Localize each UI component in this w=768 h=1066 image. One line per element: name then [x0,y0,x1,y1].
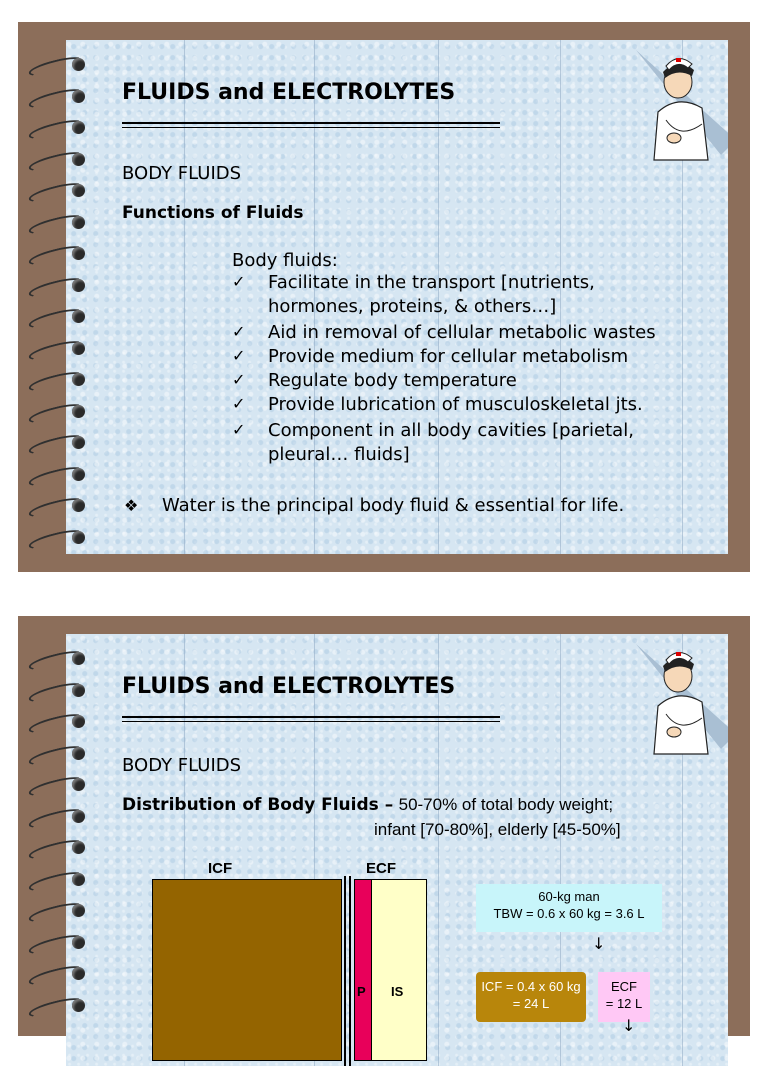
man-box-line2: TBW = 0.6 x 60 kg = 3.6 L [493,906,645,921]
spiral-ring [26,271,92,303]
check-icon: ✓ [232,370,246,389]
interstitial-block [371,879,427,1061]
spiral-ring [26,176,92,208]
spiral-ring [26,239,92,271]
membrane-line-2 [349,876,351,1066]
spiral-hole [72,841,85,854]
plasma-label: P [357,984,366,999]
check-item: Facilitate in the transport [nutrients, [268,272,595,293]
icf-label: ICF [208,860,233,877]
notebook-page [66,40,728,554]
spiral-hole [72,684,85,697]
nurse-illustration-icon [636,644,728,764]
icf-calc-line2: = 24 L [512,996,550,1011]
icf-calc-line1: ICF = 0.4 x 60 kg [481,979,581,994]
distribution-heading [122,795,613,815]
icf-calc-box [476,972,586,1022]
plasma-block [354,879,372,1061]
check-icon: ✓ [232,420,246,439]
spiral-hole [72,342,85,355]
spiral-hole [72,405,85,418]
spiral-hole [72,310,85,323]
spiral-ring [26,460,92,492]
spiral-hole [72,967,85,980]
check-icon: ✓ [232,272,246,291]
spiral-hole [72,468,85,481]
title-rule-thin [122,127,500,128]
check-item: pleural… fluids] [268,444,410,465]
distribution-line2: infant [70-80%], elderly [45-50%] [374,820,621,839]
ecf-calc-line1: ECF [611,979,637,994]
spiral-binding [26,644,92,1022]
spiral-hole [72,778,85,791]
spiral-hole [72,904,85,917]
spiral-ring [26,770,92,802]
spiral-ring [26,491,92,523]
spiral-hole [72,436,85,449]
check-item: Provide medium for cellular metabolism [268,346,629,367]
spiral-hole [72,121,85,134]
subsection-heading: Functions of Fluids [122,203,304,223]
icf-block [152,879,342,1061]
title-rule [122,122,500,124]
notebook-page [66,634,728,1066]
spiral-hole [72,873,85,886]
spiral-ring [26,959,92,991]
spiral-ring [26,896,92,928]
ecf-calc-line2: = 12 L [605,996,643,1011]
bullet-label: Body fluids: [232,250,338,271]
section-heading: BODY FLUIDS [122,163,242,184]
spiral-hole [72,810,85,823]
spiral-ring [26,865,92,897]
spiral-ring [26,334,92,366]
membrane-line [344,876,346,1066]
check-icon: ✓ [232,322,246,341]
check-item: Regulate body temperature [268,370,517,391]
spiral-hole [72,373,85,386]
check-item: Component in all body cavities [parietal, [268,420,634,441]
spiral-ring [26,928,92,960]
spiral-hole [72,279,85,292]
spiral-ring [26,113,92,145]
spiral-ring [26,82,92,114]
spiral-ring [26,365,92,397]
check-item: Provide lubrication of musculoskeletal jts. [268,394,643,415]
title-rule [122,716,500,718]
spiral-hole [72,999,85,1012]
spiral-hole [72,247,85,260]
man-box-line1: 60-kg man [538,889,600,904]
spiral-ring [26,802,92,834]
check-icon: ✓ [232,346,246,365]
arrow-down-icon: ↓ [592,934,606,953]
man-box [476,884,662,932]
section-heading: BODY FLUIDS [122,755,242,776]
spiral-hole [72,90,85,103]
slide-2 [18,616,750,1036]
slide-1 [18,22,750,572]
spiral-hole [72,652,85,665]
slide-title: FLUIDS and ELECTROLYTES [122,80,456,105]
spiral-hole [72,715,85,728]
diamond-bullet-icon: ❖ [124,496,139,515]
spiral-ring [26,676,92,708]
ecf-calc-box [598,972,650,1022]
slide-title: FLUIDS and ELECTROLYTES [122,674,456,699]
spiral-ring [26,208,92,240]
distribution-heading-bold: Distribution of Body Fluids – [122,795,394,815]
spiral-ring [26,833,92,865]
title-rule-thin [122,721,500,722]
spiral-hole [72,153,85,166]
check-item: hormones, proteins, & others…] [268,296,557,317]
arrow-down-icon-2: ↓ [622,1016,636,1035]
footer-statement: Water is the principal body fluid & essential for life. [162,495,625,516]
interstitial-label: IS [391,984,404,999]
spiral-hole [72,747,85,760]
spiral-ring [26,739,92,771]
spiral-ring [26,302,92,334]
nurse-illustration-icon [636,50,728,170]
distribution-heading-rest: 50-70% of total body weight; [398,795,614,814]
spiral-hole [72,531,85,544]
spiral-hole [72,184,85,197]
spiral-ring [26,523,92,555]
spiral-ring [26,991,92,1023]
spiral-hole [72,936,85,949]
spiral-hole [72,58,85,71]
spiral-hole [72,499,85,512]
check-icon: ✓ [232,394,246,413]
ecf-label: ECF [366,860,396,877]
check-item: Aid in removal of cellular metabolic wastes [268,322,656,343]
spiral-ring [26,644,92,676]
spiral-ring [26,145,92,177]
spiral-ring [26,428,92,460]
spiral-hole [72,216,85,229]
spiral-ring [26,50,92,82]
spiral-ring [26,707,92,739]
spiral-ring [26,397,92,429]
spiral-binding [26,50,92,554]
